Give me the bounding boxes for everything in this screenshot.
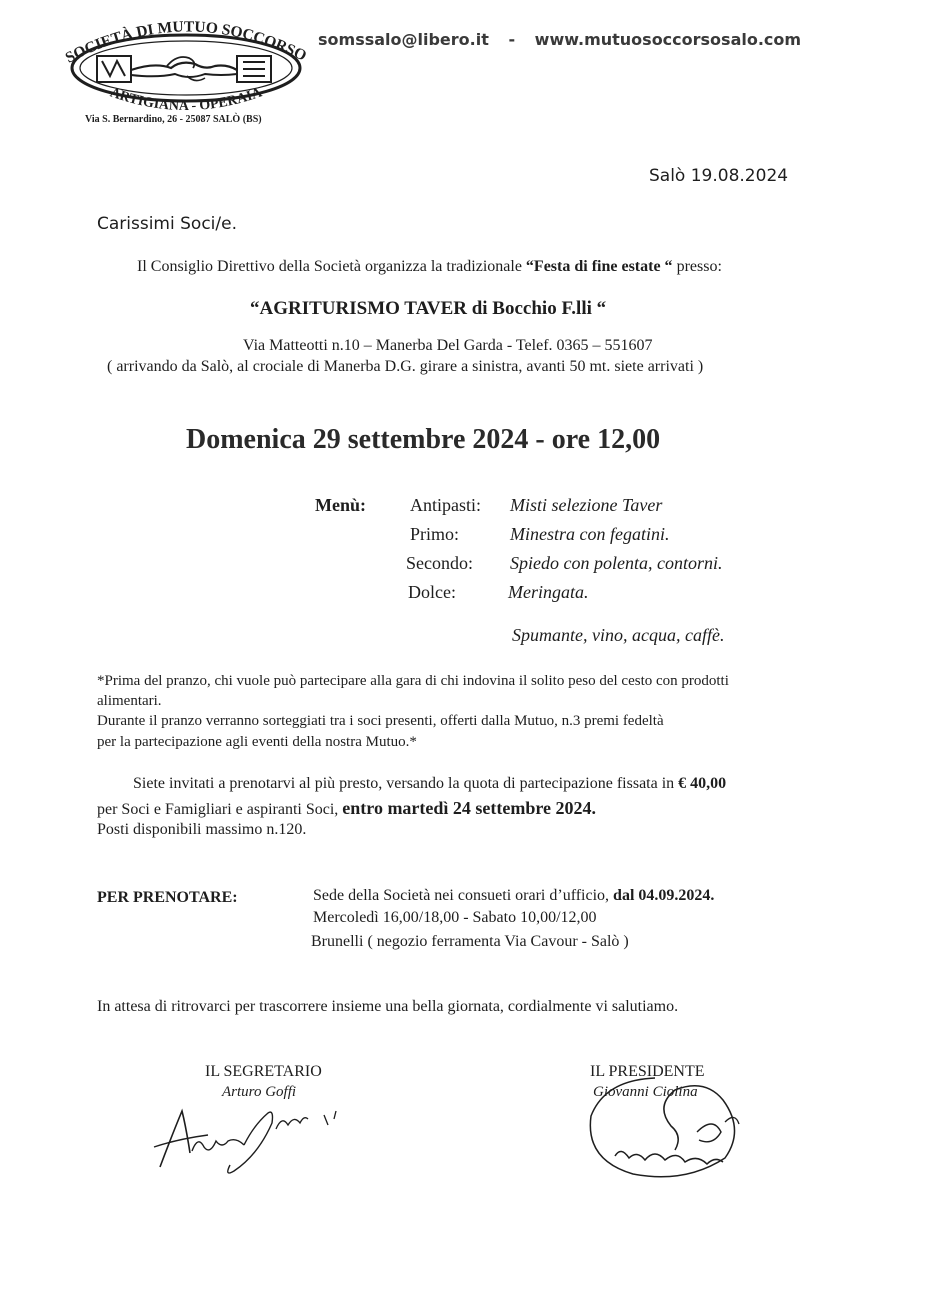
logo-bottom-text: ARTIGIANA - OPERAIA	[108, 85, 264, 115]
price: € 40,00	[678, 775, 727, 792]
header-contacts	[318, 30, 801, 49]
logo-top-text: SOCIETÀ DI MUTUO SOCCORSO	[62, 18, 310, 67]
deadline: entro martedì 24 settembre 2024.	[342, 798, 597, 818]
booking-text: per Soci e Famigliari e aspiranti Soci,	[97, 801, 343, 818]
menu-item	[410, 524, 669, 545]
greeting: Carissimi Soci/e.	[97, 214, 237, 234]
reserve-date: dal 04.09.2024.	[613, 887, 715, 904]
reserve-line: Brunelli ( negozio ferramenta Via Cavour - Salò )	[311, 933, 629, 950]
venue-address: Via Matteotti n.10 – Manerba Del Garda - Telef. 0365 – 551607	[243, 337, 653, 354]
event-date: Domenica 29 settembre 2024 - ore 12,00	[186, 424, 661, 455]
menu-dish: Spiedo con polenta, contorni.	[510, 553, 723, 573]
menu-dish: Minestra con fegatini.	[510, 524, 670, 544]
menu-item	[406, 553, 722, 574]
menu-course: Primo:	[410, 524, 460, 544]
booking-text: Siete invitati a prenotarvi al più presto, versando la quota di partecipazione fissata in	[133, 775, 679, 792]
menu-course: Antipasti:	[410, 495, 481, 515]
menu-title: Menù:	[315, 495, 366, 515]
logo-seal	[55, 18, 317, 130]
menu-item	[410, 495, 662, 516]
president-title: IL PRESIDENTE	[590, 1063, 705, 1080]
event-name: “Festa di fine estate “	[525, 258, 673, 275]
booking-line: Posti disponibili massimo n.120.	[97, 821, 307, 838]
booking-line	[133, 775, 726, 793]
menu-course: Secondo:	[406, 553, 473, 573]
booking-line	[97, 798, 596, 819]
president-signature	[585, 1060, 755, 1185]
reserve-text: Sede della Società nei consueti orari d’ufficio,	[313, 887, 614, 904]
menu-drinks: Spumante, vino, acqua, caffè.	[512, 625, 725, 645]
note-line: Durante il pranzo verranno sorteggiati tra i soci presenti, offerti dalla Mutuo, n.3 premi fedeltà	[97, 713, 664, 729]
reserve-line	[313, 887, 714, 905]
president-name: Giovanni Ciolina	[593, 1084, 698, 1100]
intro-end: presso:	[672, 258, 722, 275]
place-date: Salò 19.08.2024	[649, 166, 789, 186]
venue-name: “AGRITURISMO TAVER di Bocchio F.lli “	[250, 298, 607, 319]
society-logo	[55, 18, 317, 130]
menu-course: Dolce:	[408, 582, 456, 602]
menu-item	[408, 582, 589, 603]
email-link[interactable]: somssalo@libero.it	[318, 30, 489, 49]
secretary-signature	[148, 1095, 348, 1185]
menu-dish: Misti selezione Taver	[510, 495, 663, 515]
reserve-label: PER PRENOTARE:	[97, 889, 238, 906]
reserve-line: Mercoledì 16,00/18,00 - Sabato 10,00/12,00	[313, 909, 597, 926]
intro-text: Il Consiglio Direttivo della Società organizza la tradizionale	[137, 258, 526, 275]
logo-address: Via S. Bernardino, 26 - 25087 SALÒ (BS)	[85, 114, 262, 125]
closing: In attesa di ritrovarci per trascorrere insieme una bella giornata, cordialmente vi salutiamo.	[97, 998, 679, 1015]
secretary-title: IL SEGRETARIO	[205, 1063, 322, 1080]
note-line: *Prima del pranzo, chi vuole può partecipare alla gara di chi indovina il solito peso del cesto con prodotti	[97, 673, 729, 689]
note-line: per la partecipazione agli eventi della nostra Mutuo.*	[97, 734, 417, 750]
website-link[interactable]: www.mutuosoccorsosalo.com	[534, 30, 802, 49]
secretary-name: Arturo Goffi	[222, 1084, 297, 1100]
menu-dish: Meringata.	[508, 582, 589, 602]
header-separator: -	[508, 30, 516, 49]
directions: ( arrivando da Salò, al crociale di Manerba D.G. girare a sinistra, avanti 50 mt. siete arrivati )	[107, 358, 704, 375]
intro-line	[137, 258, 722, 276]
note-line: alimentari.	[97, 693, 162, 709]
